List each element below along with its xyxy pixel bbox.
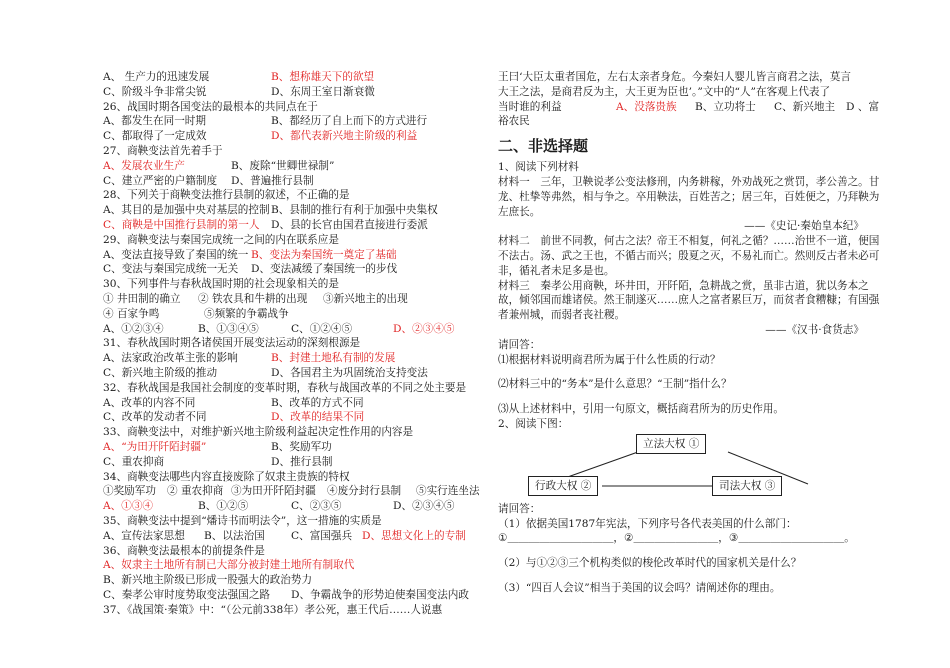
line-text: 王曰‘大臣太重者国危，左右太亲者身危。今秦妇人婴儿皆言商君之法，莫言 xyxy=(498,71,851,83)
administrative-power-box: 行政大权 ② xyxy=(528,476,598,496)
left-line xyxy=(103,455,495,470)
left-line xyxy=(103,351,495,366)
judicial-power-box: 司法大权 ③ xyxy=(712,476,782,496)
line-text: C、新兴地主阶级的推动 xyxy=(103,366,218,379)
question-2-intro: 2、阅读下图： xyxy=(498,417,569,430)
separation-of-powers-diagram xyxy=(498,434,888,498)
line-text: ③为田开阡陌封疆 xyxy=(231,485,316,498)
right.top_lines-line xyxy=(498,85,888,100)
right.top_lines-line xyxy=(498,114,888,129)
answer-highlight: D、②③④⑤ xyxy=(393,322,455,335)
line-text: C、秦孝公审时度势取变法强国之路 xyxy=(103,588,271,601)
line-text: B、立功将士 xyxy=(695,100,756,113)
line-text: B、改革的方式不同 xyxy=(271,396,364,409)
line-text: 28、下列关于商鞅变法推行县制的叙述，不正确的是 xyxy=(103,189,350,202)
material-1-source: ——《史记·秦始皇本纪》 xyxy=(744,220,864,233)
line-text: B、①③④⑤ xyxy=(198,322,259,335)
question-2-part-3: （3）“四百人会议”相当于美国的议会吗？请阐述你的理由。 xyxy=(498,581,781,594)
left-line xyxy=(103,366,495,381)
question-1-intro: 1、阅读下列材料 xyxy=(498,161,579,174)
answer-highlight: D、改革的结果不同 xyxy=(271,411,365,424)
line-text: ①奖励军功 xyxy=(103,485,156,498)
line-text: 26、战国时期各国变法的最根本的共同点在于 xyxy=(103,100,318,113)
line-text: 大王之法，是商君反为主，大王更为臣也’。”文中的“人”在客观上代表了 xyxy=(498,85,831,98)
material-1: 材料一 三年，卫鞅说孝公变法修刑，内务耕稼，外劝战死之赏罚，孝公善之。甘龙、杜挚等弗然，相与争之。卒用鞅法，百姓苦之；居三年，百姓便之，乃拜鞅为左庶长。 xyxy=(498,175,880,218)
line-text: 31、春秋战国时期各诸侯国开展变法运动的深刻根源是 xyxy=(103,337,361,350)
line-text: ② 重农抑商 xyxy=(167,485,224,498)
left-line xyxy=(103,336,495,351)
line-text: C、变法与秦国完成统一无关 xyxy=(103,263,239,276)
left-line xyxy=(103,425,495,440)
question-37-continuation xyxy=(498,70,888,129)
answer-highlight: C、商鞅是中国推行县制的第一人 xyxy=(103,218,260,231)
line-text: B、以法治国 xyxy=(204,529,265,542)
line-text: C、改革的发动者不同 xyxy=(103,411,207,424)
line-text: ④废分封行县制 xyxy=(327,485,402,498)
right-column xyxy=(498,70,888,596)
right.top_lines-line xyxy=(498,100,888,115)
line-text: B、县制的推行有利于加强中央集权 xyxy=(271,204,438,217)
line-text: C、都取得了一定成效 xyxy=(103,130,207,143)
left-line xyxy=(103,410,495,425)
left-line xyxy=(103,484,495,499)
line-text: C、新兴地主 xyxy=(774,100,836,113)
line-text: 36、商鞅变法最根本的前提条件是 xyxy=(103,544,265,557)
line-text: ⑤实行连坐法 xyxy=(416,485,480,498)
left-line xyxy=(103,514,495,529)
left-line xyxy=(103,85,495,100)
line-text: C、富国强兵 xyxy=(291,529,353,542)
legislative-power-box: 立法大权 ① xyxy=(636,434,706,454)
line-text: ② 铁农具和牛耕的出现 xyxy=(198,292,308,305)
answer-highlight: A、发展农业生产 xyxy=(103,159,185,172)
line-text: D、变法减缓了秦国统一的步伐 xyxy=(251,263,398,276)
left-line xyxy=(103,188,495,203)
line-text: 当时谁的利益 xyxy=(498,100,562,113)
left-line xyxy=(103,174,495,189)
line-text: ④ 百家争鸣 xyxy=(103,307,160,320)
line-text: 32、春秋战国是我国社会制度的变革时期，春秋与战国改革的不同之处主要是 xyxy=(103,381,467,394)
left-line xyxy=(103,470,495,485)
left-line xyxy=(103,440,495,455)
left-line xyxy=(103,129,495,144)
left-line xyxy=(103,558,495,573)
line-text: D、争霸战争的形势迫使秦国变法内政 xyxy=(291,588,469,601)
left-line xyxy=(103,159,495,174)
left-line xyxy=(103,100,495,115)
left-line xyxy=(103,588,495,603)
question-2-part-2: （2）与①②③三个机构类似的梭伦改革时代的国家机关是什么？ xyxy=(498,557,802,570)
line-text: B、新兴地主阶级已形成一股强大的政治势力 xyxy=(103,574,313,587)
material-3: 材料三 秦孝公用商鞅，坏井田，开阡陌，急耕战之赏，虽非古道，犹以务本之故，倾邻国而雄诸侯。然王制遂灭……庶人之富者累巨万，而贫者食糟糠；有国强者兼州城，而弱者丧社稷。 xyxy=(498,279,880,322)
line-text: D 、富 xyxy=(846,100,880,113)
question-1-part-1: ⑴根据材料说明商君所为属于什么性质的行动？ xyxy=(498,353,721,366)
line-text: 29、商鞅变法与秦国完成统一之间的内在联系应是 xyxy=(103,233,339,246)
left-line xyxy=(103,262,495,277)
answer-highlight: D、都代表新兴地主阶级的利益 xyxy=(271,130,418,143)
line-text: B、废除“世卿世禄制” xyxy=(231,159,335,172)
line-text: D、县的长官由国君直接进行委派 xyxy=(271,218,428,231)
material-2: 材料二 前世不同教，何古之法？帝王不相复，何礼之循？……治世不一道，便国不法古。汤、武之王也，不循古而兴；殷夏之灭，不易礼而亡。然则反古者未必可非，循礼者未足多是也。 xyxy=(498,235,880,277)
line-text: B、都经历了自上而下的方式进行 xyxy=(271,115,428,128)
line-text: 裕农民 xyxy=(498,115,530,128)
answer-highlight: A、“为田开阡陌封疆” xyxy=(103,440,207,453)
line-text: C、阶级斗争非常尖锐 xyxy=(103,85,207,98)
line-text: D、各国君主为巩固统治支持变法 xyxy=(271,366,428,379)
line-text: D、普遍推行县制 xyxy=(231,174,314,187)
line-text: C、重农抑商 xyxy=(103,455,165,468)
left-line xyxy=(103,277,495,292)
line-text: A、 生产力的迅速发展 xyxy=(103,71,210,83)
right.top_lines-line xyxy=(498,70,888,85)
answer-highlight: B、封建土地私有制的发展 xyxy=(271,352,396,365)
left-line xyxy=(103,292,495,307)
line-text: ⑤频繁的争霸战争 xyxy=(204,307,289,320)
line-text: ① 井田制的确立 xyxy=(103,292,181,305)
left-line xyxy=(103,248,495,263)
line-text: D、②③④⑤ xyxy=(393,500,455,513)
line-text: D、东周王室日渐衰微 xyxy=(271,85,375,98)
left-line xyxy=(103,233,495,248)
answer-prompt-2: 请回答： xyxy=(498,502,541,515)
material-3-source: ——《汉书·食货志》 xyxy=(765,323,864,336)
left-line xyxy=(103,603,495,618)
section-title: 二、非选择题 xyxy=(498,137,589,156)
answer-highlight: B、变法为秦国统一奠定了基础 xyxy=(251,248,397,261)
line-text: D、推行县制 xyxy=(271,455,333,468)
answer-prompt-1: 请回答： xyxy=(498,338,541,351)
answer-highlight: A、奴隶主土地所有制已大部分被封建土地所有制取代 xyxy=(103,559,355,572)
line-text: 35、商鞅变法中提到“燔诗书而明法令”，这一措施的实质是 xyxy=(103,514,382,527)
line-text: C、①②④⑤ xyxy=(291,322,353,335)
line-text: C、建立严密的户籍制度 xyxy=(103,174,218,187)
line-text: A、宣传法家思想 xyxy=(103,529,185,542)
answer-highlight: B、想称雄天下的欲望 xyxy=(271,71,375,83)
left-column xyxy=(103,70,495,617)
line-text: B、①②⑤ xyxy=(198,500,249,513)
question-1-part-2: ⑵材料三中的“务本”是什么意思？“王制”指什么？ xyxy=(498,378,732,391)
line-text: A、都发生在同一时期 xyxy=(103,115,206,128)
answer-highlight: D、思想文化上的专制 xyxy=(362,529,466,542)
left-line xyxy=(103,381,495,396)
left-line xyxy=(103,144,495,159)
left-line xyxy=(103,499,495,514)
line-text: 34、商鞅变法哪些内容直接废除了奴隶主贵族的特权 xyxy=(103,470,350,483)
question-2-part-1-blanks: ①＿＿＿＿＿＿＿＿＿＿，②＿＿＿＿＿＿＿＿，③＿＿＿＿＿＿＿＿＿＿。 xyxy=(498,532,855,545)
left-line xyxy=(103,529,495,544)
question-2-part-1: （1）依据美国1787年宪法，下列序号各代表美国的什么部门： xyxy=(498,517,797,530)
left-line xyxy=(103,322,495,337)
line-text: 30、下列事件与春秋战国时期的社会现象相关的是 xyxy=(103,278,339,291)
line-text: A、①②③④ xyxy=(103,322,164,335)
left-line xyxy=(103,544,495,559)
question-1-part-3: ⑶从上述材料中，引用一句原文，概括商君所为的历史作用。 xyxy=(498,403,785,416)
line-text: 37、《战国策·秦策》中：“（公元前338年）孝公死，惠王代后……人说惠 xyxy=(103,603,443,616)
line-text: B、奖励军功 xyxy=(271,440,332,453)
line-text: A、变法直接导致了秦国的统一 xyxy=(103,248,249,261)
left-line xyxy=(103,396,495,411)
answer-highlight: A、没落贵族 xyxy=(616,100,677,113)
left-line xyxy=(103,573,495,588)
line-text: 27、商鞅变法首先着手于 xyxy=(103,144,223,157)
left-line xyxy=(103,70,495,85)
line-text: 33、商鞅变法中，对维护新兴地主阶级利益起决定性作用的内容是 xyxy=(103,426,414,439)
line-text: A、改革的内容不同 xyxy=(103,396,196,409)
left-line xyxy=(103,203,495,218)
line-text: A、其目的是加强中央对基层的控制 xyxy=(103,204,270,217)
left-line xyxy=(103,114,495,129)
line-text: C、②③⑤ xyxy=(291,500,342,513)
left-line xyxy=(103,307,495,322)
line-text: A、法家政治改革主张的影响 xyxy=(103,352,238,365)
line-text: ③新兴地主的出现 xyxy=(323,292,408,305)
answer-highlight: A、①③④ xyxy=(103,500,154,513)
left-line xyxy=(103,218,495,233)
